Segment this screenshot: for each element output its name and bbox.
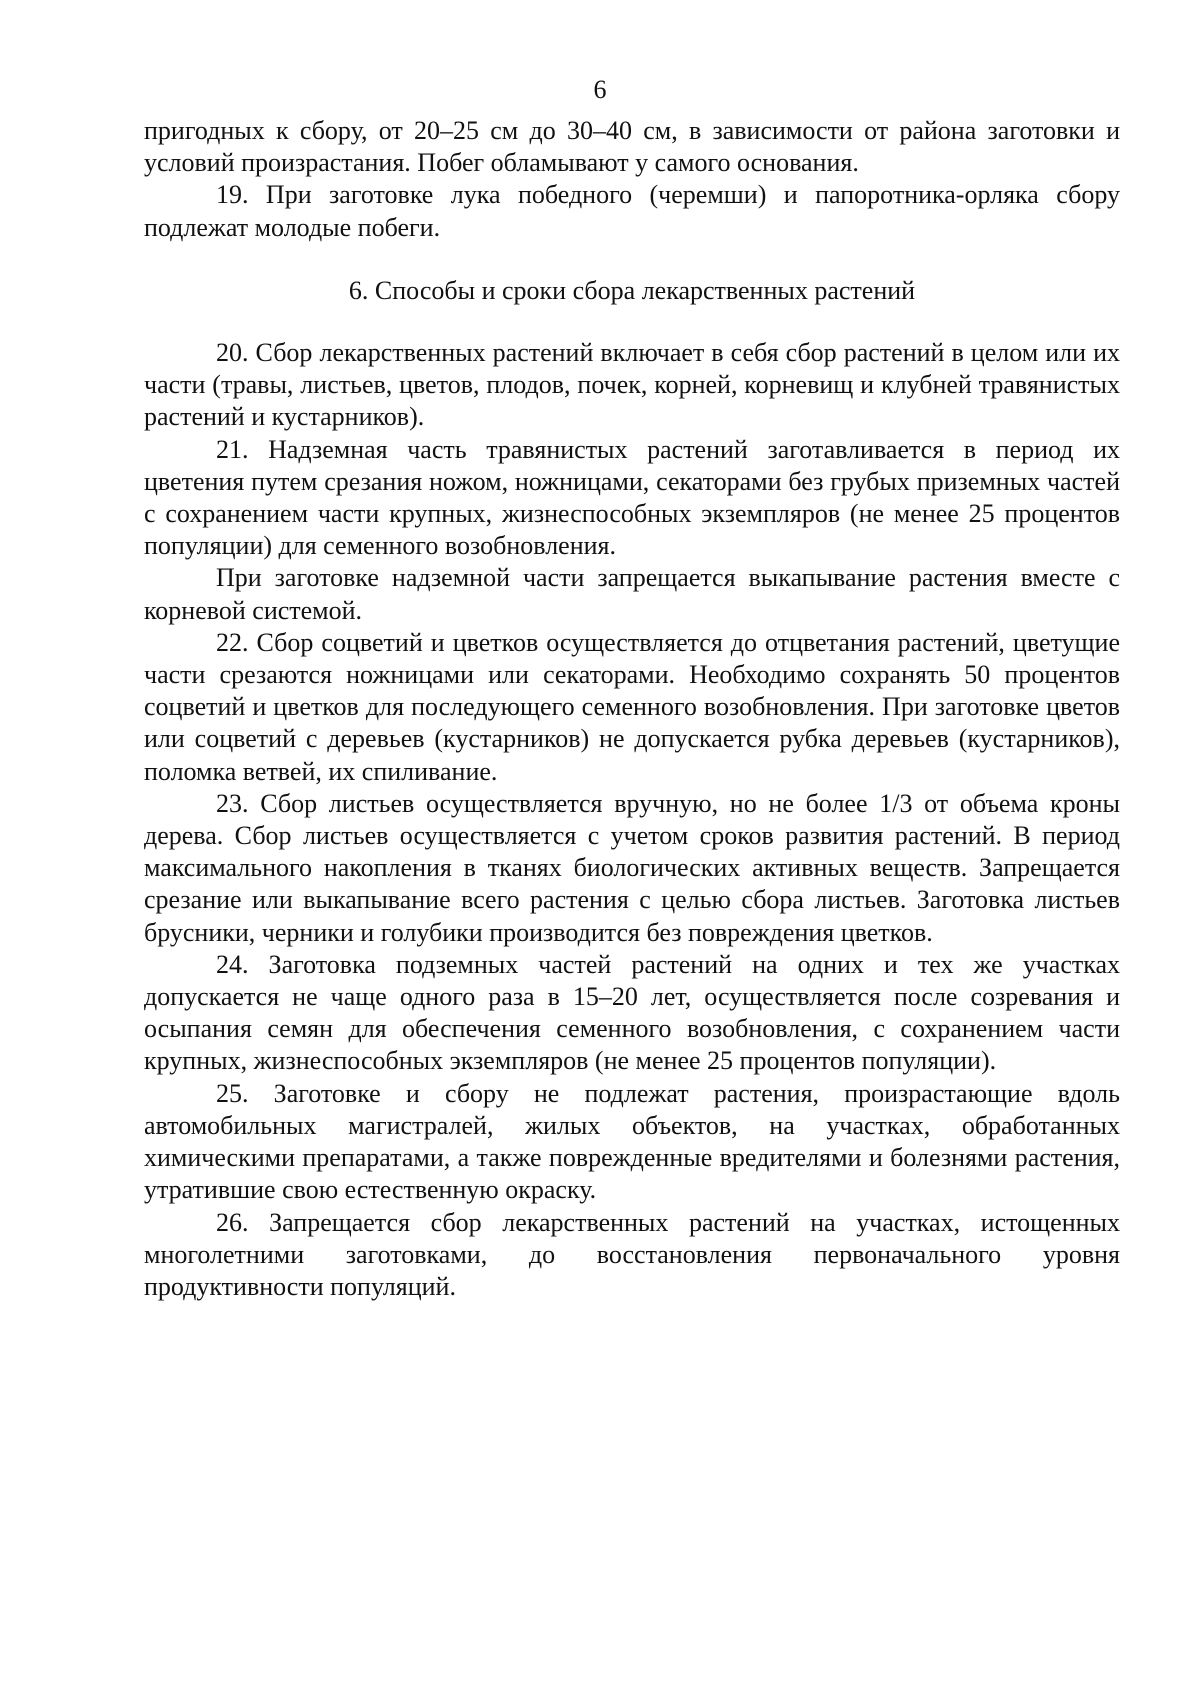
document-body bbox=[144, 115, 1120, 1303]
paragraph-continuation: пригодных к сбору, от 20–25 см до 30–40 см, в зависимости от района заготовки и условий произрастания. Побег обламывают у самого основания. bbox=[144, 116, 1120, 178]
paragraph-item-26: 26. Запрещается сбор лекарственных растений на участках, истощенных многолетними заготовками, до восстановления первоначального уровня продуктивности популяций. bbox=[144, 1207, 1120, 1301]
paragraph-item-25: 25. Заготовке и сбору не подлежат растения, произрастающие вдоль автомобильных магистралей, жилых объектов, на участках, обработанных химическими препаратами, а также поврежденные вредителями и болезнями растения, утратившие свою естественную окраску. bbox=[144, 1078, 1120, 1205]
section-heading: 6. Способы и сроки сбора лекарственных растений bbox=[348, 275, 916, 305]
page-number: 6 bbox=[593, 75, 607, 104]
paragraph-item-19: 19. При заготовке лука победного (черемши) и папоротника-орляка сбору подлежат молодые побеги. bbox=[144, 180, 1120, 242]
paragraph-item-22: 22. Сбор соцветий и цветков осуществляется до отцветания растений, цветущие части срезаются ножницами или секаторами. Необходимо сохранять 50 процентов соцветий и цветков для последующего семенного возобновления. При заготовке цветов или соцветий с деревьев (кустарников) не допускается рубка деревьев (кустарников), поломка ветвей, их спиливание. bbox=[144, 627, 1120, 786]
paragraph-item-23: 23. Сбор листьев осуществляется вручную, но не более 1/3 от объема кроны дерева. Сбор листьев осуществляется с учетом сроков развития растений. В период максимального накопления в тканях биологических активных веществ. Запрещается срезание или выкапывание всего растения с целью сбора листьев. Заготовка листьев брусники, черники и голубики производится без повреждения цветков. bbox=[144, 788, 1120, 947]
paragraph-item-24: 24. Заготовка подземных частей растений на одних и тех же участках допускается не чаще одного раза в 15–20 лет, осуществляется после созревания и осыпания семян для обеспечения семенного возобновления, с сохранением части крупных, жизнеспособных экземпляров (не менее 25 процентов популяции). bbox=[144, 949, 1120, 1076]
paragraph-item-21-note: При заготовке надземной части запрещается выкапывание растения вместе с корневой системой. bbox=[144, 563, 1120, 625]
paragraph-item-21: 21. Надземная часть травянистых растений заготавливается в период их цветения путем срезания ножом, ножницами, секаторами без грубых приземных частей с сохранением части крупных, жизнеспособных экземпляров (не менее 25 процентов популяции) для семенного возобновления. bbox=[144, 434, 1120, 561]
paragraph-item-20: 20. Сбор лекарственных растений включает в себя сбор растений в целом или их части (травы, листьев, цветов, плодов, почек, корней, корневищ и клубней травянистых растений и кустарников). bbox=[144, 338, 1120, 432]
